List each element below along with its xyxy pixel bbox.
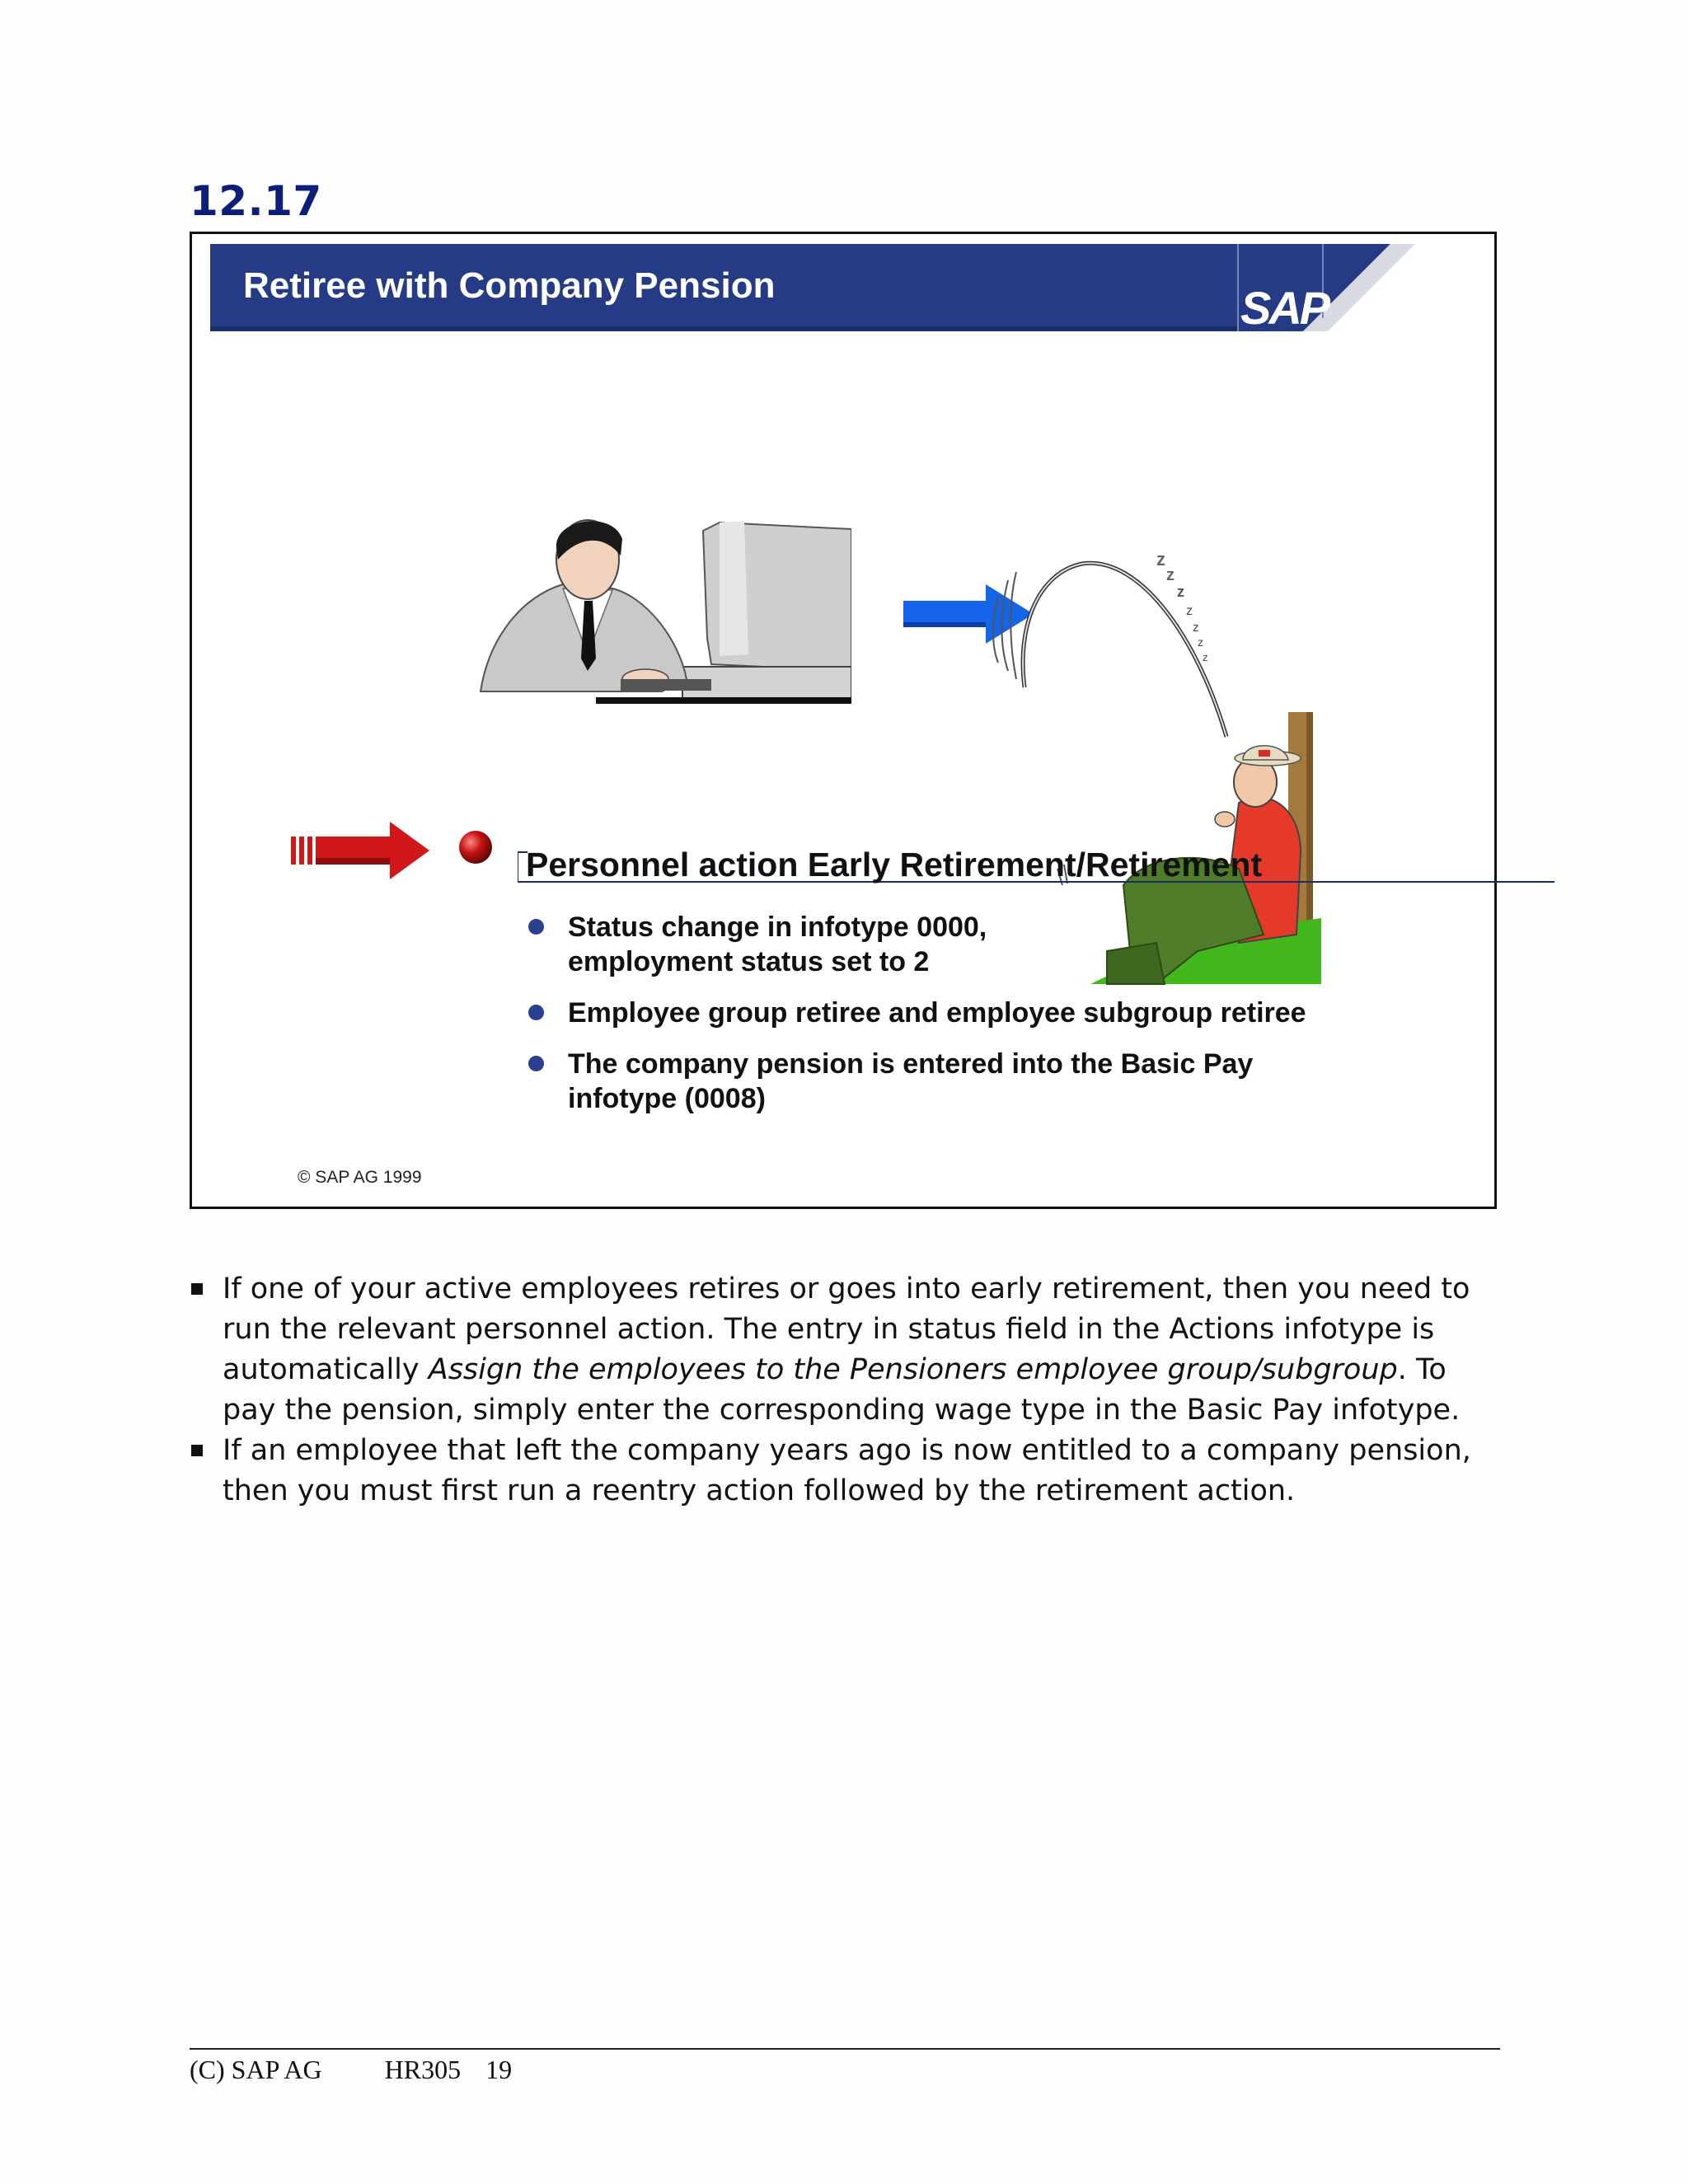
blue-dot-bullet-icon: [528, 1005, 544, 1020]
square-bullet-icon: [191, 1283, 203, 1295]
body-notes: [190, 1269, 1508, 1511]
sap-logo: SAP: [1240, 282, 1329, 334]
footer-divider: [190, 2048, 1500, 2050]
svg-text:z: z: [1198, 635, 1203, 649]
slide-bullet-list: [528, 910, 1394, 1132]
svg-text:z: z: [1156, 549, 1165, 569]
page-footer: [190, 2055, 512, 2085]
slide-title-banner: [210, 244, 1415, 334]
svg-text:z: z: [1177, 583, 1184, 600]
section-number: 12.17: [190, 177, 322, 225]
office-worker-illustration: [472, 514, 851, 704]
footer-page-number: 19: [485, 2055, 513, 2084]
slide-copyright: © SAP AG 1999: [298, 1168, 422, 1187]
body-note-item: If one of your active employees retires or goes into early retirement, then you need to run the relevant personnel action. The entry in status field in the Actions infotype is automatically Assign the employees to the Pensioners employee group/subgroup. To pay the pension, simply enter the corresponding wage type in the Basic Pay infotype.: [190, 1269, 1508, 1431]
red-ball-bullet-icon: [457, 829, 494, 865]
footer-company: (C) SAP AG: [190, 2055, 322, 2084]
red-pointer-arrow-icon: [291, 822, 431, 879]
blue-dot-bullet-icon: [528, 1056, 544, 1071]
blue-dot-bullet-icon: [528, 919, 544, 935]
svg-text:z: z: [1203, 651, 1208, 663]
slide-title: Retiree with Company Pension: [243, 265, 776, 306]
slide-bullet-item: The company pension is entered into the Basic Pay infotype (0008): [528, 1047, 1394, 1116]
body-note-item: If an employee that left the company years ago is now entitled to a company pension, then you must first run a reentry action followed by the retirement action.: [190, 1431, 1508, 1511]
slide-bullet-item: Employee group retiree and employee subgroup retiree: [528, 996, 1394, 1030]
slide-bullet-item: Status change in infotype 0000, employment status set to 2: [528, 910, 1394, 979]
slide-heading: Personnel action Early Retirement/Retirement: [526, 846, 1263, 883]
svg-text:z: z: [1193, 621, 1199, 635]
svg-text:z: z: [1166, 566, 1175, 584]
svg-text:z: z: [1186, 604, 1193, 618]
slide-frame: [190, 232, 1497, 1209]
footer-course-code: HR305: [384, 2055, 462, 2084]
square-bullet-icon: [191, 1445, 203, 1456]
